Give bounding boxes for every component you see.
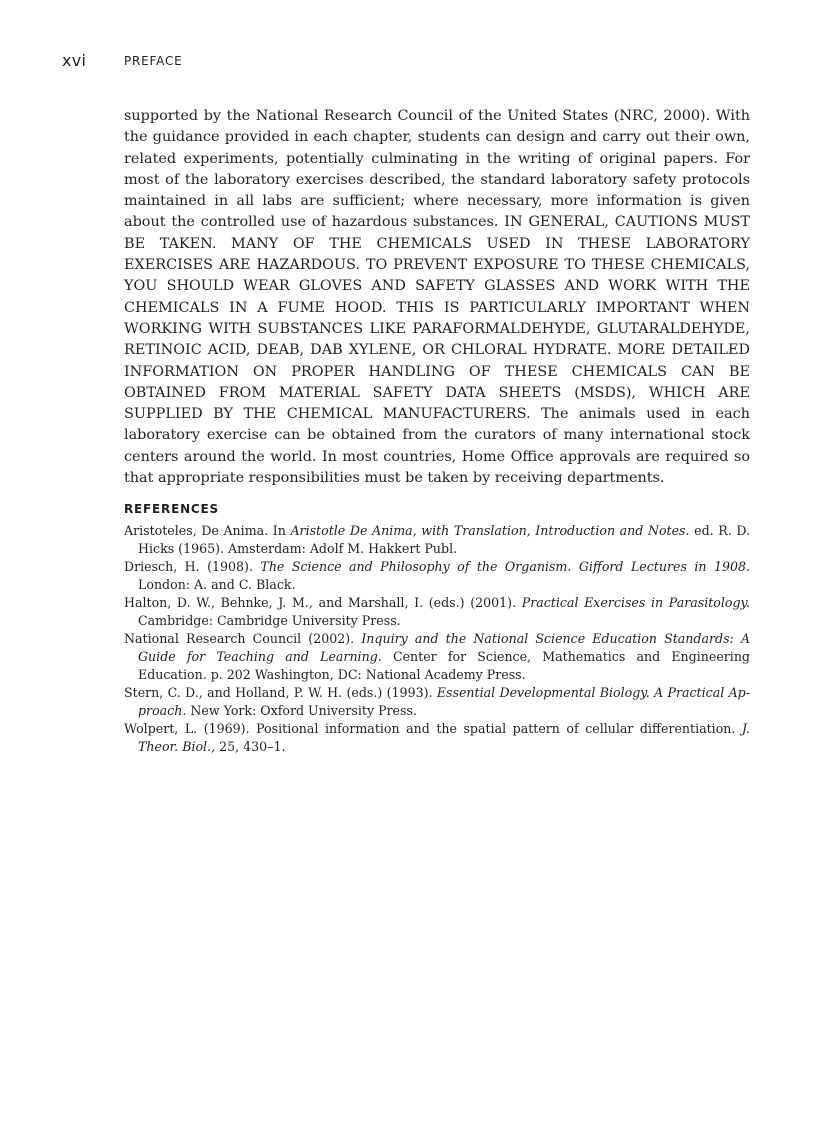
reference-item (124, 594, 750, 630)
reference-item (124, 522, 750, 558)
reference-item (124, 558, 750, 594)
reference-details: Cambridge: Cambridge University Press. (138, 613, 401, 628)
reference-title: Essential Developmental Biology. A Practical Approach. (138, 685, 750, 718)
references-list (124, 522, 750, 756)
reference-details: 25, 430–1. (215, 739, 286, 754)
reference-authors: Wolpert, L. (1969). Positional information and the spatial pattern of cellular differentiation. (124, 721, 742, 736)
reference-authors: Halton, D. W., Behnke, J. M., and Marshall, I. (eds.) (2001). (124, 595, 522, 610)
reference-item (124, 684, 750, 720)
reference-authors: National Research Council (2002). (124, 631, 362, 646)
reference-details: Center for Science, Mathematics and Engineering Education. p. 202 Washington, DC: National Academy Press. (138, 649, 750, 682)
reference-details: ed. R. D. Hicks (1965). Amsterdam: Adolf M. Hakkert Publ. (138, 523, 750, 556)
references-heading: REFERENCES (124, 502, 219, 516)
running-head: PREFACE (124, 54, 183, 68)
reference-authors: Aristoteles, De Anima. In (124, 523, 291, 538)
body-paragraph: supported by the National Research Council of the United States (NRC, 2000). With the guidance provided in each chapter, students can design and carry out their own, related experiments, potentially culminating in the writing of original papers. For most of the laboratory exercises described, the standard laboratory safety protocols maintained in all labs are sufficient; where necessary, more information is given about the controlled use of hazardous substances. IN GENERAL, CAUTIONS MUST BE TAKEN. MANY OF THE CHEMICALS USED IN THESE LABORATORY EXERCISES ARE HAZARDOUS. TO PREVENT EXPOSURE TO THESE CHEMICALS, YOU SHOULD WEAR GLOVES AND SAFETY GLASSES AND WORK WITH THE CHEMICALS IN A FUME HOOD. THIS IS PARTICULARLY IMPORTANT WHEN WORKING WITH SUBSTANCES LIKE PARAFORMALDEHYDE, GLUTARALDEHYDE, RETINOIC ACID, DEAB, DAB XYLENE, OR CHLORAL HYDRATE. MORE DETAILED INFORMATION ON PROPER HANDLING OF THESE CHEMICALS CAN BE OBTAINED FROM MATERIAL SAFETY DATA SHEETS (MSDS), WHICH ARE SUPPLIED BY THE CHEMICAL MANUFACTURERS. The animals used in each laboratory exercise can be obtained from the curators of many international stock centers around the world. In most countries, Home Office approvals are required so that appropriate responsibilities must be taken by receiving departments. (124, 108, 750, 487)
reference-title: Inquiry and the National Science Education Standards: A Guide for Teaching and Learning. (138, 631, 750, 664)
reference-details: New York: Oxford University Press. (186, 703, 417, 718)
reference-details: London: A. and C. Black. (138, 577, 296, 592)
reference-item (124, 720, 750, 756)
reference-title: Aristotle De Anima, with Translation, Introduction and Notes. (290, 523, 690, 538)
reference-authors: Driesch, H. (1908). (124, 559, 261, 574)
reference-title: Practical Exercises in Parasitology. (521, 595, 750, 610)
reference-title: The Science and Philosophy of the Organism. Gifford Lectures in 1908. (260, 559, 750, 574)
reference-item (124, 630, 750, 684)
reference-title: J. Theor. Biol., (138, 721, 750, 754)
page-number: xvi (62, 51, 87, 70)
reference-authors: Stern, C. D., and Holland, P. W. H. (eds.) (1993). (124, 685, 437, 700)
